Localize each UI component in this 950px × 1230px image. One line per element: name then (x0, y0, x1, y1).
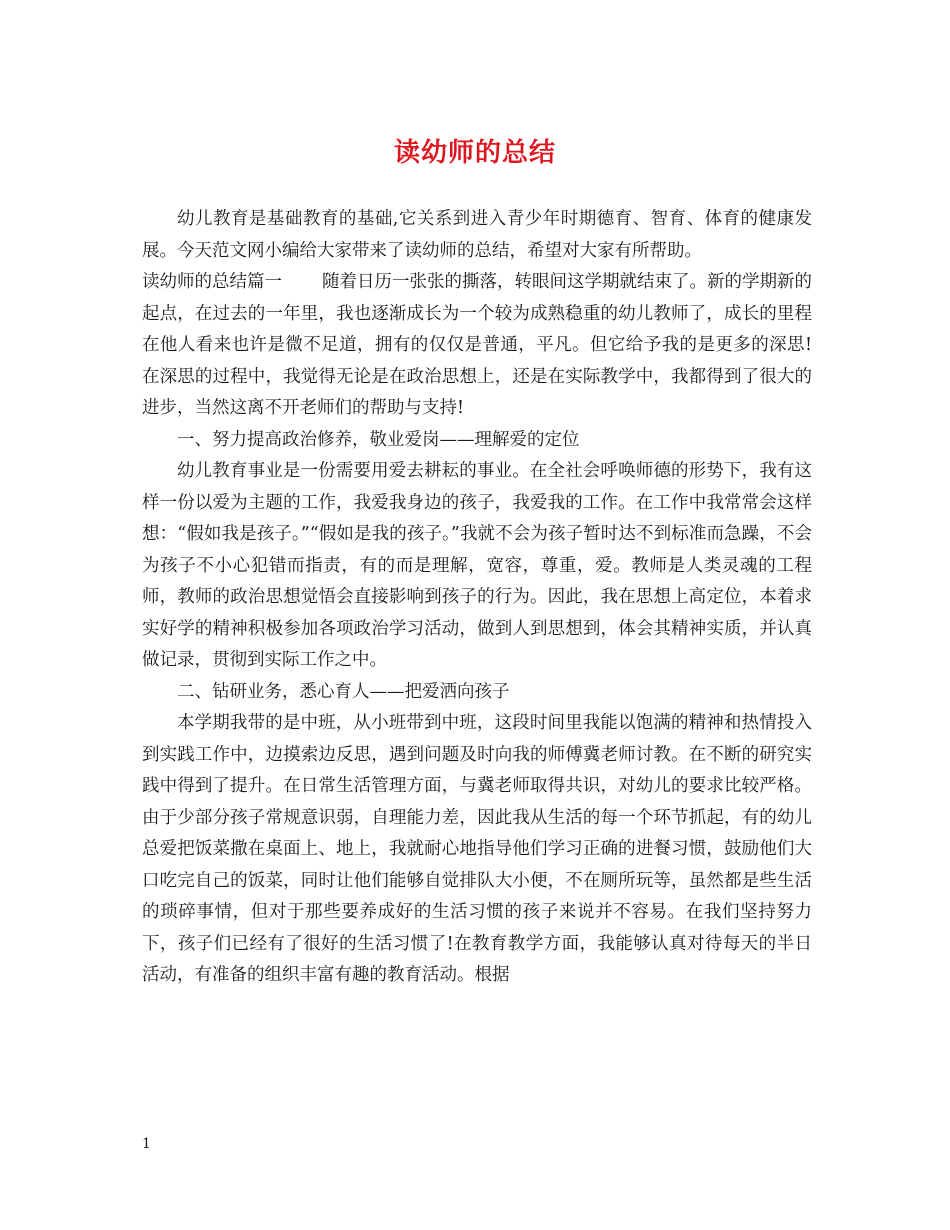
section-paragraph (142, 267, 812, 425)
paragraph-two: 本学期我带的是中班，从小班带到中班，这段时间里我能以饱满的精神和热情投入到实践工作中，边摸索边反思，遇到问题及时向我的师傅冀老师讨教。在不断的研究实践中得到了提升。在日常生活管理方面，与冀老师取得共识，对幼儿的要求比较严格。由于少部分孩子常规意识弱，自理能力差，因此我从生活的每一个环节抓起，有的幼儿总爱把饭菜撒在桌面上、地上，我就耐心地指导他们学习正确的进餐习惯，鼓励他们大口吃完自己的饭菜，同时让他们能够自觉排队大小便，不在厕所玩等，虽然都是些生活的琐碎事情，但对于那些要养成好的生活习惯的孩子来说并不容易。在我们坚持努力下，孩子们已经有了很好的生活习惯了!在教育教学方面，我能够认真对待每天的半日活动，有准备的组织丰富有趣的教育活动。根据 (142, 713, 812, 985)
intro-paragraph: 幼儿教育是基础教育的基础,它关系到进入青少年时期德育、智育、体育的健康发展。今天范文网小编给大家带来了读幼师的总结，希望对大家有所帮助。 (142, 209, 812, 261)
heading-one: 一、努力提高政治修养，敬业爱岗——理解爱的定位 (177, 429, 580, 450)
section-label: 读幼师的总结篇一 (142, 272, 282, 292)
document-title: 读幼师的总结 (393, 138, 556, 168)
paragraph-one: 幼儿教育事业是一份需要用爱去耕耘的事业。在全社会呼唤师德的形势下，我有这样一份以爱为主题的工作，我爱我身边的孩子，我爱我的工作。在工作中我常常会这样想：“假如我是孩子。”“假如是我的孩子。”我就不会为孩子暂时达不到标准而急躁，不会为孩子不小心犯错而指责，有的而是理解，宽容，尊重，爱。教师是人类灵魂的工程师，教师的政治思想觉悟会直接影响到孩子的行为。因此，我在思想上高定位，本着求实好学的精神积极参加各项政治学习活动，做到人到思想到，体会其精神实质，并认真做记录，贯彻到实际工作之中。 (142, 461, 812, 670)
document-body (142, 204, 812, 992)
page-number: 1 (142, 1136, 151, 1152)
heading-two: 二、钻研业务，悉心育人——把爱洒向孩子 (177, 681, 510, 702)
section-text: 随着日历一张张的撕落，转眼间这学期就结束了。新的学期新的起点，在过去的一年里，我也逐渐成长为一个较为成熟稳重的幼儿教师了，成长的里程在他人看来也许是微不足道，拥有的仅仅是普通，平凡。但它给予我的是更多的深思!在深思的过程中，我觉得无论是在政治思想上，还是在实际教学中，我都得到了很大的进步，当然这离不开老师们的帮助与支持! (142, 272, 812, 418)
